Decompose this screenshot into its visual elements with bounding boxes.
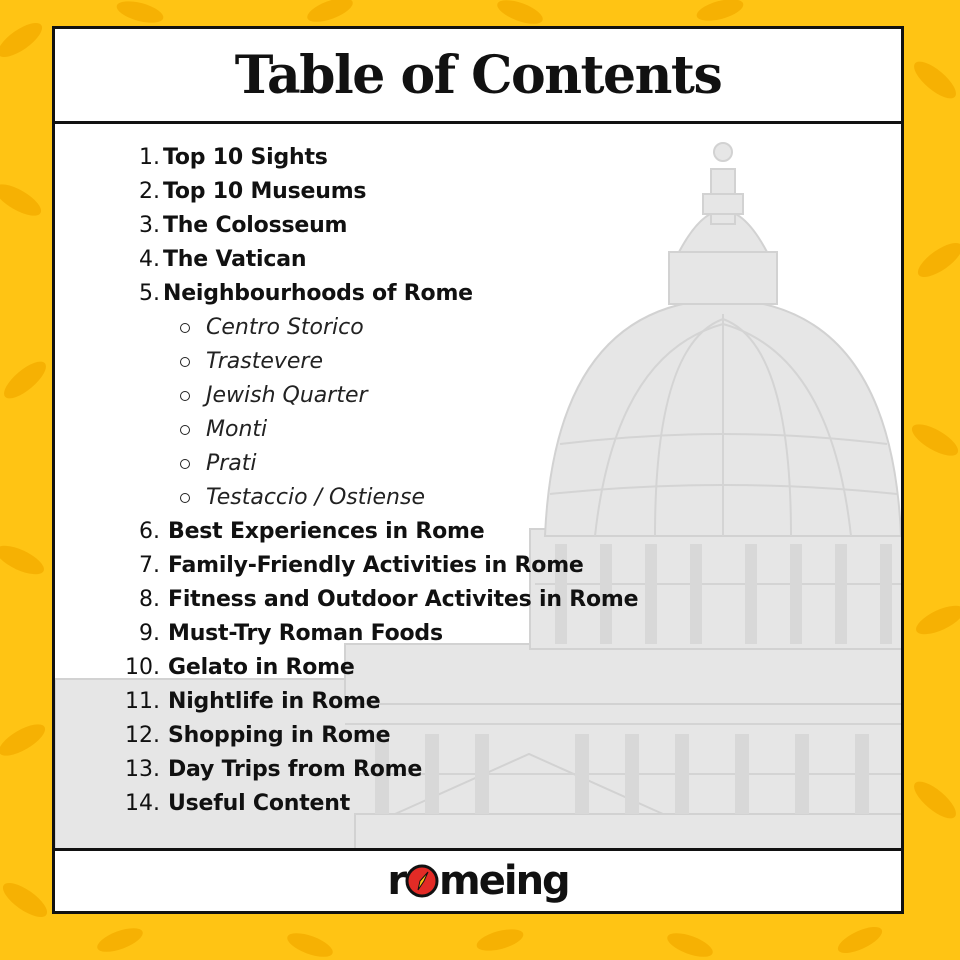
toc-list <box>55 124 901 851</box>
circle-bullet-icon <box>180 391 190 401</box>
toc-item[interactable] <box>55 515 901 549</box>
toc-subitem[interactable] <box>55 379 901 413</box>
toc-item-number: 4. <box>139 247 160 272</box>
circle-bullet-icon <box>180 459 190 469</box>
toc-item-number: 8. <box>139 587 160 612</box>
toc-item-label: Nightlife in Rome <box>168 689 381 714</box>
toc-item-number: 9. <box>139 621 160 646</box>
toc-item[interactable] <box>55 719 901 753</box>
logo-bar <box>55 848 901 911</box>
toc-item-label: Useful Content <box>168 791 351 816</box>
toc-subitem-label: Monti <box>206 417 268 442</box>
toc-item-number: 11. <box>125 689 160 714</box>
toc-item-number: 10. <box>125 655 160 680</box>
toc-subitem[interactable] <box>55 447 901 481</box>
toc-item-number: 6. <box>139 519 160 544</box>
toc-card <box>52 26 904 914</box>
toc-content <box>55 124 901 851</box>
toc-item-number: 12. <box>125 723 160 748</box>
toc-item[interactable] <box>55 651 901 685</box>
toc-item-label: Shopping in Rome <box>168 723 391 748</box>
toc-subitem[interactable] <box>55 311 901 345</box>
toc-item[interactable] <box>55 141 901 175</box>
toc-subitem-label: Prati <box>206 451 257 476</box>
title-bar <box>55 29 901 124</box>
toc-item[interactable] <box>55 617 901 651</box>
toc-item[interactable] <box>55 277 901 311</box>
toc-item-label: The Colosseum <box>163 213 348 238</box>
toc-subitem[interactable] <box>55 345 901 379</box>
toc-item-label: Fitness and Outdoor Activites in Rome <box>168 587 639 612</box>
toc-item-label: Top 10 Sights <box>163 145 328 170</box>
toc-subitem-label: Trastevere <box>206 349 324 374</box>
toc-item-number: 5. <box>139 281 160 306</box>
toc-item-number: 3. <box>139 213 160 238</box>
circle-bullet-icon <box>180 357 190 367</box>
toc-subitem[interactable] <box>55 481 901 515</box>
toc-item-label: The Vatican <box>163 247 307 272</box>
toc-subitem[interactable] <box>55 413 901 447</box>
toc-item-label: Family-Friendly Activities in Rome <box>168 553 584 578</box>
toc-item[interactable] <box>55 685 901 719</box>
toc-item-label: Neighbourhoods of Rome <box>163 281 473 306</box>
toc-item[interactable] <box>55 209 901 243</box>
toc-item[interactable] <box>55 787 901 821</box>
toc-item-number: 1. <box>139 145 160 170</box>
logo-compass-icon <box>404 863 440 899</box>
toc-item-label: Gelato in Rome <box>168 655 355 680</box>
toc-item[interactable] <box>55 583 901 617</box>
circle-bullet-icon <box>180 323 190 333</box>
toc-item-label: Top 10 Museums <box>163 179 367 204</box>
toc-item-label: Must-Try Roman Foods <box>168 621 443 646</box>
toc-item[interactable] <box>55 175 901 209</box>
toc-item-number: 13. <box>125 757 160 782</box>
romeing-logo <box>387 856 568 906</box>
toc-item-number: 2. <box>139 179 160 204</box>
toc-item-number: 14. <box>125 791 160 816</box>
toc-item-number: 7. <box>139 553 160 578</box>
circle-bullet-icon <box>180 493 190 503</box>
toc-item-label: Day Trips from Rome <box>168 757 423 782</box>
toc-item[interactable] <box>55 549 901 583</box>
toc-subitem-label: Testaccio / Ostiense <box>206 485 425 510</box>
toc-item[interactable] <box>55 243 901 277</box>
toc-subitem-label: Jewish Quarter <box>206 383 368 408</box>
logo-text-end: meing <box>439 858 569 904</box>
toc-item-label: Best Experiences in Rome <box>168 519 485 544</box>
page-title: Table of Contents <box>234 44 722 106</box>
toc-subitem-label: Centro Storico <box>206 315 364 340</box>
toc-item[interactable] <box>55 753 901 787</box>
logo-text-start: r <box>387 858 406 904</box>
circle-bullet-icon <box>180 425 190 435</box>
